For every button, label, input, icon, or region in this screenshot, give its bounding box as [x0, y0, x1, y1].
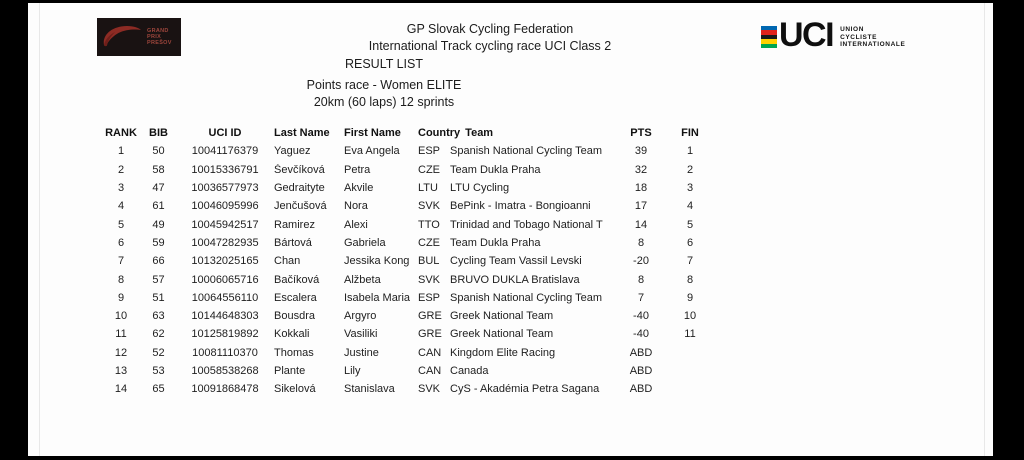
cell-pts: ABD: [629, 365, 653, 377]
uci-logo: [761, 16, 906, 54]
results-table: [101, 124, 710, 398]
cell-last-name: Thomas: [274, 346, 314, 359]
cell-pts: -40: [633, 328, 649, 341]
cell-first-name: Argyro: [344, 310, 377, 323]
cell-last-name: Sikelová: [274, 383, 316, 396]
cell-team: Team Dukla Praha: [450, 236, 541, 249]
cell-team: Team Dukla Praha: [450, 163, 541, 176]
cell-country: CAN: [418, 365, 442, 377]
table-row: [101, 289, 710, 307]
cell-first-name: Gabriela: [344, 236, 386, 249]
cell-bib: 62: [152, 328, 165, 341]
cell-rank: 9: [117, 291, 125, 304]
table-row: [101, 215, 710, 233]
cell-uci-id: 10144648303: [191, 310, 259, 323]
col-header-last-name: Last Name: [274, 127, 330, 140]
cell-country: SVK: [418, 273, 441, 286]
cell-last-name: Bačíková: [274, 273, 320, 286]
col-header-country-team: [418, 127, 612, 139]
cell-bib: 47: [152, 182, 165, 195]
cell-bib: 58: [152, 163, 165, 176]
col-header-country: Country: [418, 127, 461, 140]
logo-line-2: PRIX: [147, 34, 162, 40]
cell-uci-id: 10045942517: [191, 218, 259, 231]
cell-team: Canada: [450, 365, 489, 377]
table-row: [101, 325, 710, 343]
table-header-row: [101, 124, 710, 142]
cell-country: SVK: [418, 383, 441, 396]
cell-team: LTU Cycling: [450, 182, 510, 195]
cell-team: BRUVO DUKLA Bratislava: [450, 273, 580, 286]
cell-pts: 14: [634, 218, 648, 231]
cell-rank: 2: [117, 163, 125, 176]
col-header-first-name: First Name: [344, 127, 401, 140]
cell-country: TTO: [418, 218, 440, 231]
cell-pts: 7: [637, 291, 645, 304]
cell-bib: 53: [152, 365, 165, 377]
cell-rank: 5: [117, 218, 125, 231]
cell-pts: -40: [633, 310, 649, 323]
cell-country: GRE: [418, 310, 442, 323]
cell-last-name: Bártová: [274, 236, 312, 249]
cell-rank: 1: [117, 145, 125, 158]
cell-country: BUL: [418, 255, 440, 268]
cell-uci-id: 10125819892: [191, 328, 259, 341]
cell-rank: 14: [114, 383, 128, 396]
cell-team: Spanish National Cycling Team: [450, 291, 603, 304]
cell-pts: ABD: [629, 383, 653, 396]
cell-country: GRE: [418, 328, 442, 341]
table-row: [101, 142, 710, 160]
logo-line-1: GRAND: [147, 28, 169, 34]
col-header-fin: FIN: [681, 127, 699, 140]
cell-uci-id: 10046095996: [191, 200, 259, 213]
cell-team: Cycling Team Vassil Levski: [450, 255, 582, 268]
cell-bib: 63: [152, 310, 165, 323]
cell-team: Greek National Team: [450, 328, 554, 341]
table-row: [101, 161, 710, 179]
cell-country: CZE: [418, 236, 440, 249]
cell-uci-id: 10132025165: [191, 255, 259, 268]
uci-rainbow-stripes-icon: [761, 26, 777, 48]
cell-pts: 39: [634, 145, 648, 158]
cell-pts: 8: [637, 273, 645, 286]
uci-acronym: UCI: [779, 16, 834, 54]
uci-org-line-1: UNION: [840, 26, 865, 33]
cell-last-name: Plante: [274, 365, 306, 377]
cell-last-name: Chan: [274, 255, 301, 268]
cell-fin: 6: [686, 236, 694, 249]
cell-last-name: Ramirez: [274, 218, 315, 231]
cell-team: Trinidad and Tobago National T: [450, 218, 603, 231]
table-row: [101, 307, 710, 325]
cell-fin: 11: [684, 328, 696, 341]
cell-team: Greek National Team: [450, 310, 554, 323]
race-title: Points race - Women ELITE: [306, 78, 462, 92]
cell-fin: 1: [686, 145, 694, 158]
cell-last-name: Bousdra: [274, 310, 315, 323]
cell-team: Kingdom Elite Racing: [450, 346, 556, 359]
table-row: [101, 234, 710, 252]
cell-first-name: Isabela Maria: [344, 291, 411, 304]
cell-bib: 59: [152, 236, 165, 249]
cell-last-name: Jenčušová: [274, 200, 327, 213]
table-row: [101, 252, 710, 270]
cell-bib: 66: [152, 255, 165, 268]
cell-team: BePink - Imatra - Bongioanni: [450, 200, 591, 213]
cell-fin: 7: [686, 255, 694, 268]
cell-first-name: Nora: [344, 200, 368, 213]
cell-last-name: Yaguez: [274, 145, 311, 158]
cell-first-name: Petra: [344, 163, 371, 176]
cell-bib: 49: [152, 218, 165, 231]
cell-fin: 2: [686, 163, 694, 176]
cell-country: CAN: [418, 346, 442, 359]
cell-first-name: Alžbeta: [344, 273, 381, 286]
cell-last-name: Ševčíková: [274, 163, 325, 176]
cell-country: LTU: [418, 182, 438, 195]
table-row: [101, 362, 710, 380]
cell-uci-id: 10064556110: [191, 291, 259, 304]
cell-uci-id: 10015336791: [191, 163, 259, 176]
col-header-team: Team: [465, 127, 494, 140]
cell-fin: 5: [686, 218, 694, 231]
page-edge-right: [984, 3, 985, 456]
cell-uci-id: 10081110370: [192, 346, 258, 359]
cell-fin: 10: [683, 310, 697, 323]
col-header-pts: PTS: [630, 127, 652, 140]
cell-country: CZE: [418, 163, 440, 176]
cell-fin: 3: [686, 182, 694, 195]
cell-first-name: Akvile: [344, 182, 374, 195]
cell-uci-id: 10036577973: [191, 182, 259, 195]
cell-first-name: Jessika Kong: [344, 255, 410, 268]
cell-last-name: Gedraityte: [274, 182, 325, 195]
cell-rank: 6: [117, 236, 125, 249]
cell-pts: 8: [637, 236, 645, 249]
cell-rank: 8: [117, 273, 125, 286]
cell-team: CyS - Akadémia Petra Sagana: [450, 383, 600, 396]
event-title: International Track cycling race UCI Class 2: [368, 39, 612, 53]
cell-bib: 50: [152, 145, 165, 158]
cell-bib: 61: [152, 200, 165, 213]
cell-first-name: Stanislava: [344, 383, 395, 396]
uci-org-line-3: INTERNATIONALE: [840, 41, 906, 48]
doc-type-title: RESULT LIST: [344, 57, 424, 71]
cell-country: ESP: [418, 145, 441, 158]
page-edge-left: [39, 3, 40, 456]
cell-pts: -20: [633, 255, 649, 268]
cell-uci-id: 10041176379: [191, 145, 259, 158]
col-header-uci-id: UCI ID: [208, 127, 242, 140]
cell-uci-id: 10047282935: [191, 236, 259, 249]
table-body: [101, 142, 710, 398]
distance-title: 20km (60 laps) 12 sprints: [313, 95, 455, 109]
table-row: [101, 380, 710, 398]
cell-team: Spanish National Cycling Team: [450, 145, 603, 158]
cell-rank: 13: [114, 365, 128, 377]
table-row: [101, 197, 710, 215]
cell-bib: 65: [152, 383, 165, 396]
cell-fin: 4: [686, 200, 694, 213]
table-row: [101, 344, 710, 362]
table-row: [101, 270, 710, 288]
logo-line-3: PREŠOV: [147, 40, 172, 46]
cell-rank: 12: [114, 346, 128, 359]
cell-rank: 7: [117, 255, 125, 268]
uci-org-line-2: CYCLISTE: [840, 33, 878, 41]
cell-fin: 9: [686, 291, 694, 304]
cell-rank: 4: [117, 200, 125, 213]
cell-pts: 18: [634, 182, 648, 195]
cell-fin: 8: [686, 273, 694, 286]
cell-first-name: Alexi: [344, 218, 368, 231]
cell-country: SVK: [418, 200, 441, 213]
cell-pts: 17: [634, 200, 648, 213]
cell-first-name: Vasiliki: [344, 328, 378, 341]
col-header-bib: BIB: [149, 127, 168, 140]
cell-uci-id: 10091868478: [191, 383, 259, 396]
cell-last-name: Escalera: [274, 291, 317, 304]
cell-pts: ABD: [629, 346, 653, 359]
cell-first-name: Eva Angela: [344, 145, 400, 158]
cell-uci-id: 10006065716: [191, 273, 259, 286]
cell-rank: 10: [114, 310, 128, 323]
col-header-rank: RANK: [105, 127, 137, 140]
cell-rank: 11: [115, 328, 127, 341]
cell-first-name: Justine: [344, 346, 379, 359]
cell-uci-id: 10058538268: [191, 365, 259, 377]
table-row: [101, 179, 710, 197]
cell-bib: 57: [152, 273, 165, 286]
uci-org-name: [840, 26, 905, 49]
cell-country: ESP: [418, 291, 441, 304]
federation-title: GP Slovak Cycling Federation: [406, 22, 574, 36]
cell-pts: 32: [634, 163, 648, 176]
cell-first-name: Lily: [344, 365, 361, 377]
cell-bib: 52: [152, 346, 165, 359]
cell-bib: 51: [152, 291, 165, 304]
cell-rank: 3: [117, 182, 125, 195]
cell-last-name: Kokkali: [274, 328, 310, 341]
